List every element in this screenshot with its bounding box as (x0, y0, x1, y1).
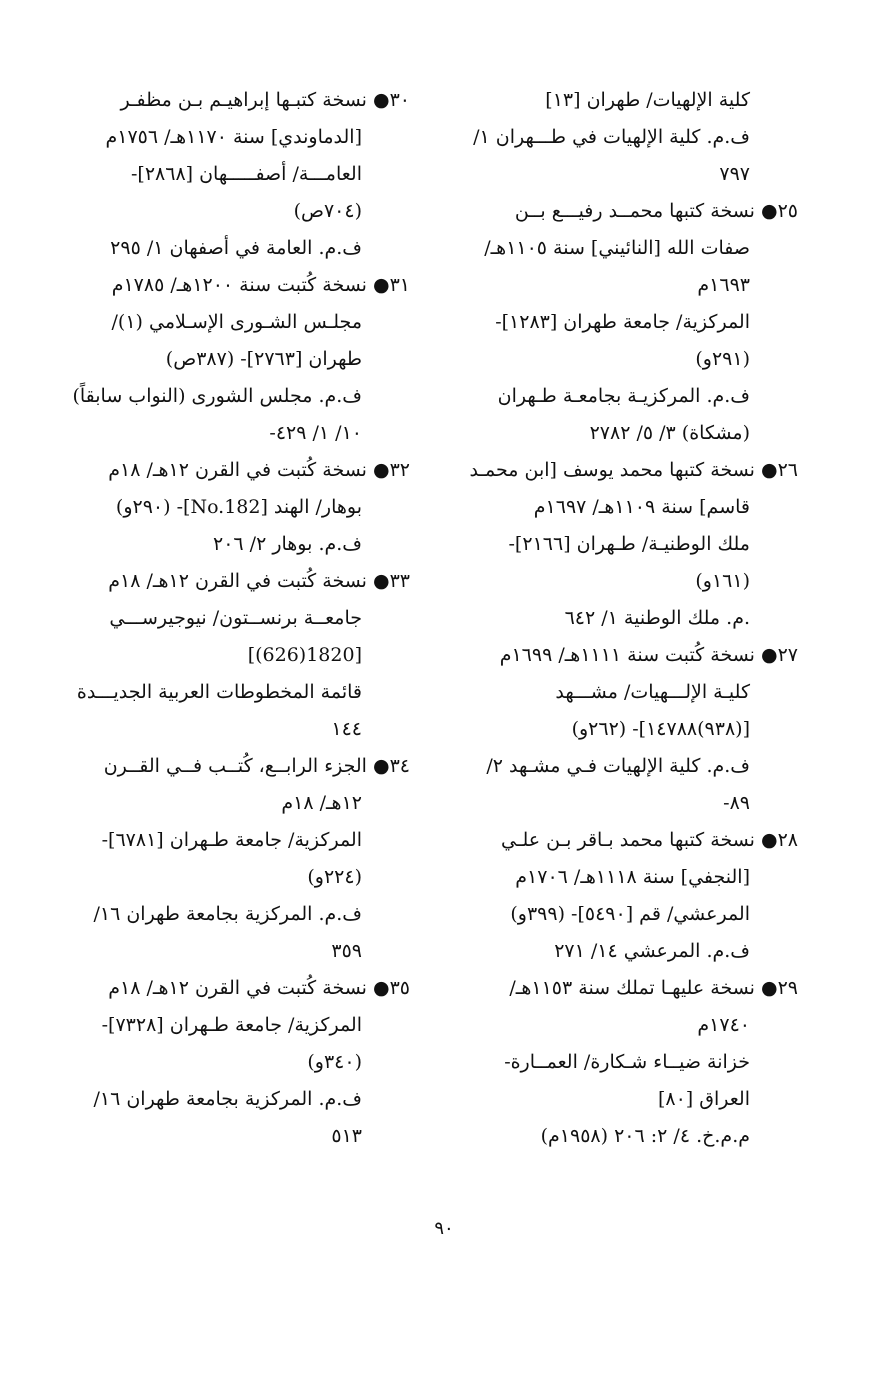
left-column (70, 82, 410, 1155)
right-column-line: ف.م. كلية الإلهيات في طـــهران ١/ (473, 126, 750, 148)
right-column-line: المركزية/ جامعة طهران [١٢٨٣]- (495, 311, 750, 333)
left-column-entry-start-line: ٣٠● نسخة كتبـها إبراهيـم بـن مظفـر (120, 89, 410, 111)
right-column-entry-start-line: ٢٩● نسخة عليهـا تملك سنة ١١٥٣هـ/ (509, 977, 798, 999)
left-column-line: بوهار/ الهند [No.182]- (٢٩٠و) (115, 496, 362, 518)
left-column-entry-start-line: ٣١● نسخة كُتبت سنة ١٢٠٠هـ/ ١٧٨٥م (111, 274, 410, 296)
left-column-line: طهران [٢٧٦٣]- (٣٨٧ص) (165, 348, 362, 370)
right-column-line: كلية الإلهيات/ طهران [١٣] (545, 89, 750, 111)
right-column-line: م.م.خ. ٤/ ٢: ٢٠٦ (١٩٥٨م) (540, 1125, 750, 1147)
right-column-line: ف.م. المرعشي ١٤/ ٢٧١ (554, 940, 750, 962)
left-column-line: [1820(626)] (247, 644, 362, 666)
left-column-entry-start-line: ٣٥● نسخة كُتبت في القرن ١٢هـ/ ١٨م (108, 977, 410, 999)
left-column-line: ف.م. بوهار ٢/ ٢٠٦ (212, 533, 362, 555)
left-column-line: ١٤٤ (331, 718, 362, 740)
right-column-line: المرعشي/ قم [٥٤٩٠]- (٣٩٩و) (510, 903, 750, 925)
left-column-entry-start-line: ٣٣● نسخة كُتبت في القرن ١٢هـ/ ١٨م (108, 570, 410, 592)
right-column (440, 82, 798, 1155)
right-column-entry-start-line: ٢٧● نسخة كُتبت سنة ١١١١هـ/ ١٦٩٩م (499, 644, 798, 666)
left-column-line: قائمة المخطوطات العربية الجديـــدة (76, 681, 362, 703)
right-column-line: ف.م. كلية الإلهيات فـي مشـهد ٢/ (486, 755, 750, 777)
right-column-line: خزانة ضيــاء شـكارة/ العمــارة- (504, 1051, 750, 1073)
left-column-line: (٢٢٤و) (307, 866, 362, 888)
right-column-line: العراق [٨٠] (657, 1088, 750, 1110)
right-column-line: قاسم] سنة ١١٠٩هـ/ ١٦٩٧م (533, 496, 750, 518)
right-column-line: ٧٩٧ (719, 163, 750, 185)
left-column-line: مجلـس الشـورى الإسـلامي (١)/ (111, 311, 362, 333)
right-column-line: ملك الوطنيـة/ طـهران [٢١٦٦]- (508, 533, 750, 555)
right-column-line: ١٦٩٣م (697, 274, 750, 296)
left-column-entry-start-line: ٣٢● نسخة كُتبت في القرن ١٢هـ/ ١٨م (108, 459, 410, 481)
right-column-entry-start-line: ٢٥● نسخة كتبها محمــد رفيـــع بــن (514, 200, 798, 222)
left-column-line: ف.م. مجلس الشورى (النواب سابقاً) (72, 385, 362, 407)
left-column-line: [الدماوندي] سنة ١١٧٠هـ/ ١٧٥٦م (105, 126, 362, 148)
right-column-line: (مشكاة) ٣/ ٥/ ٢٧٨٢ (589, 422, 750, 444)
right-column-line: صفات الله [النائيني] سنة ١١٠٥هـ/ (484, 237, 750, 259)
right-column-line: ١٧٤٠م (697, 1014, 750, 1036)
left-column-line: ف.م. المركزية بجامعة طهران ١٦/ (93, 903, 362, 925)
left-column-line: ٣٥٩ (331, 940, 362, 962)
right-column-line: (٢٩١و) (695, 348, 750, 370)
left-column-line: المركزية/ جامعة طـهران [٧٣٢٨]- (101, 1014, 362, 1036)
right-column-entry-start-line: ٢٨● نسخة كتبها محمد بـاقر بـن علـي (501, 829, 798, 851)
left-column-line: ٥١٣ (331, 1125, 362, 1147)
right-column-line: ٨٩- (723, 792, 750, 814)
left-column-line: العامـــة/ أصفـــــهان [٢٨٦٨]- (130, 163, 362, 185)
right-column-line: .م. ملك الوطنية ١/ ٦٤٢ (564, 607, 750, 629)
left-column-line: ف.م. المركزية بجامعة طهران ١٦/ (93, 1088, 362, 1110)
left-column-line: ف.م. العامة في أصفهان ١/ ٢٩٥ (110, 237, 362, 259)
right-column-entry-start-line: ٢٦● نسخة كتبها محمد يوسف [ابن محمـد (469, 459, 798, 481)
page-number: ٩٠ (434, 1218, 454, 1239)
left-column-line: المركزية/ جامعة طـهران [٦٧٨١]- (101, 829, 362, 851)
left-column-line: (٧٠٤ص) (293, 200, 362, 222)
right-column-line: (١٦١و) (695, 570, 750, 592)
left-column-entry-start-line: ٣٤● الجزء الرابــع، كُتــب فــي القــرن (103, 755, 410, 777)
right-column-line: ف.م. المركزيـة بجامعـة طـهران (497, 385, 750, 407)
right-column-line: [النجفي] سنة ١١١٨هـ/ ١٧٠٦م (515, 866, 750, 888)
left-column-line: (٣٤٠و) (307, 1051, 362, 1073)
right-column-line: كليـة الإلـــهيات/ مشـــهد (555, 681, 750, 703)
right-column-line: [(٩٣٨)١٤٧٨٨]- (٢٦٢و) (571, 718, 750, 740)
left-column-line: جامعــة برنســتون/ نيوجيرســـي (109, 607, 362, 629)
left-column-line: ١٢هـ/ ١٨م (281, 792, 362, 814)
left-column-line: ١٠/ ١/ ٤٢٩- (269, 422, 362, 444)
